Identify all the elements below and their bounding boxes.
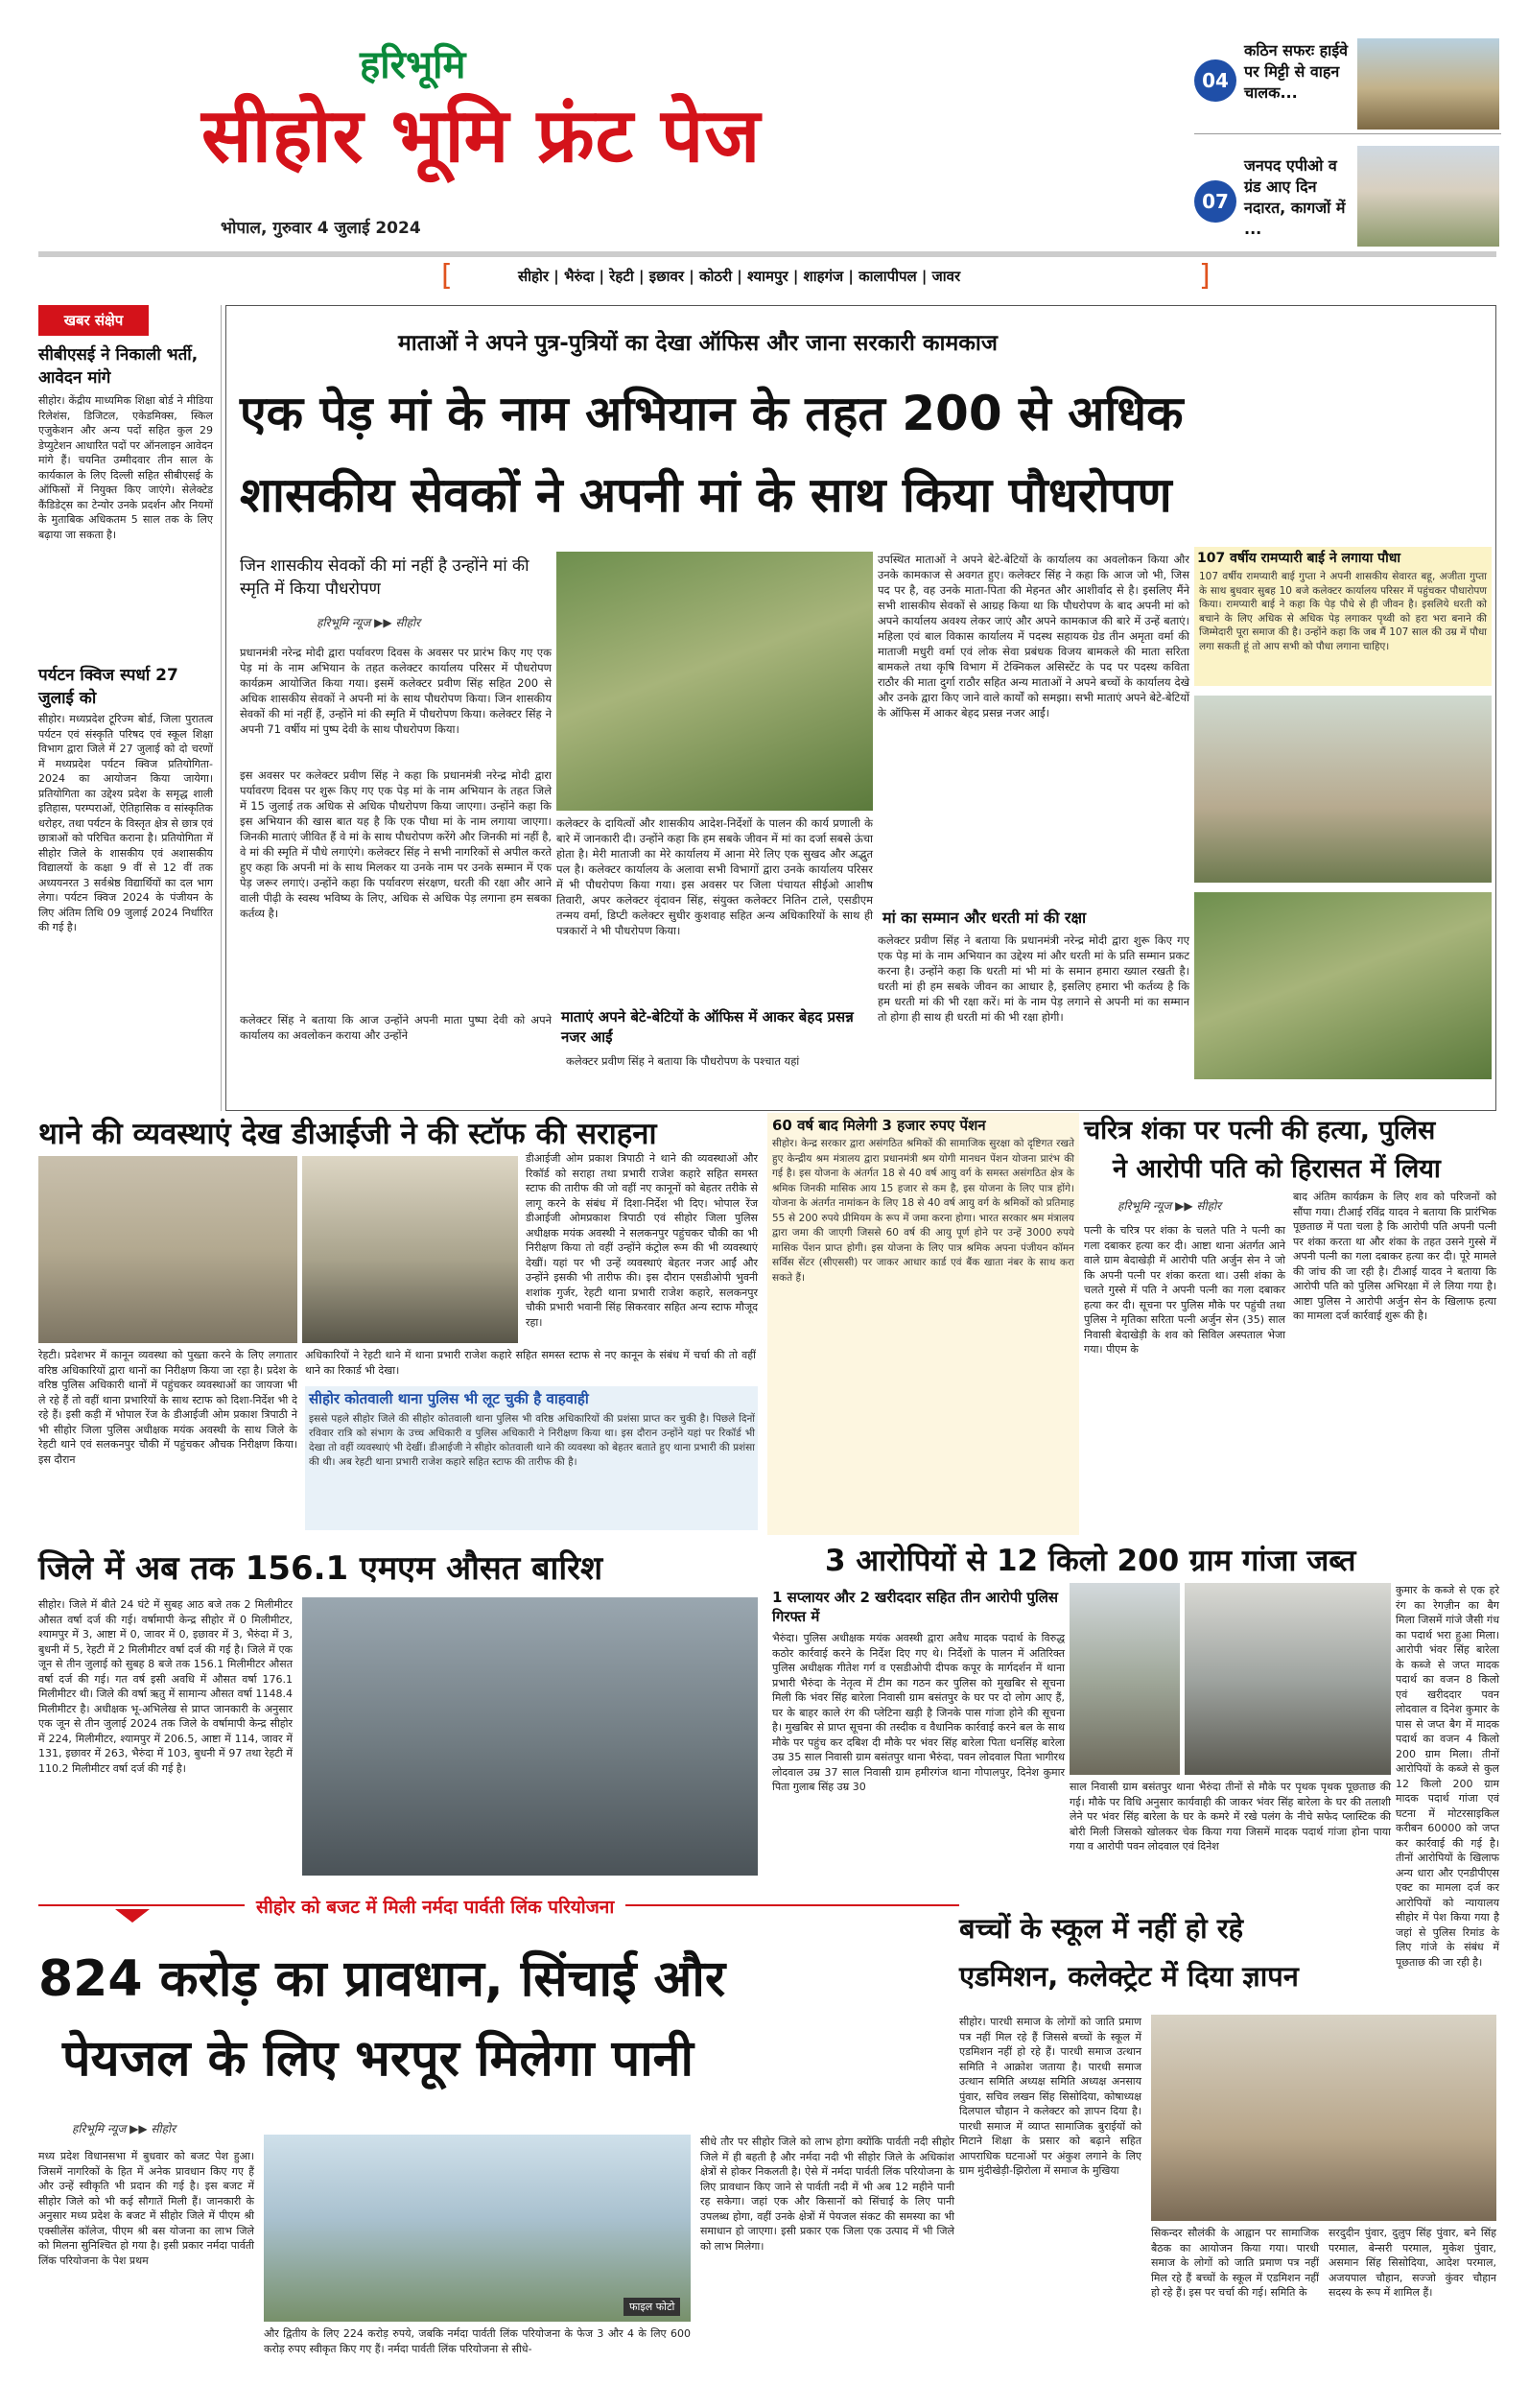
dateline: भोपाल, गुरुवार 4 जुलाई 2024 [221,219,421,238]
nav-link[interactable]: इछावर [648,268,684,285]
lead-subhead-3: मां का सम्मान और धरती मां की रक्षा [882,909,1087,927]
teaser-2-photo [1357,146,1499,247]
side-photo-2 [1194,892,1492,1079]
nav-link[interactable]: सीहोर [518,268,550,285]
budget-headline-2: पेयजल के लिए भरपूर मिलेगा पानी [62,2030,694,2088]
ganja-headline: 3 आरोपियों से 12 किलो 200 ग्राम गांजा जब्त [825,1544,1356,1578]
nav-links: सीहोर | भैरुंदा | रेहटी | इछावर | कोठरी | श्यामपुर | शाहगंज | कालापीपल | जावर [518,268,961,285]
page-title: सीहोर भूमि फ्रंट पेज [201,93,762,179]
school-headline-1: बच्चों के स्कूल में नहीं हो रहे [959,1912,1243,1945]
dig-box-title: सीहोर कोतवाली थाना पुलिस भी लूट चुकी है वाहवाही [309,1390,589,1407]
lead-subhead: जिन शासकीय सेवकों की मां नहीं है उन्होंने मां की स्मृति में किया पौधरोपण [240,556,529,599]
teaser-1[interactable] [1194,38,1501,134]
ganja-text-3: साल निवासी ग्राम बसंतपुर थाना भैरुंदा तीनों से मौके पर पृथक पृथक पूछताछ की गई। मौके पर विधि अनुसार कार्यवाही की जाकर भंवर सिंह बारेला के घर की तलाशी लेने पर भंवर सिंह बारेला के घर के कमरे में रखे पलंग के नीचे सफेद प्लास्टिक की बोरी मिली जिसको खोलकर चेक किया गया जिसमें मादक पदार्थ गांजा होना पाया गया व आरोपी पवन लोदवाल एवं दिनेश [1070,1781,1391,1853]
budget-caption: और द्वितीय के लिए 224 करोड़ रुपये, जबकि नर्मदा पार्वती लिंक परियोजना के फेज 3 और 4 के लिए 600 करोड़ रुपए स्वीकृत किए गए हैं। नर्मदा पार्वती लिंक परियोजना से सीधे- [264,2327,691,2355]
budget-banner: सीहोर को बजट में मिली नर्मदा पार्वती लिंक परियोजना [245,1890,625,1923]
teaser-2-number: 07 [1194,180,1236,223]
dig-text-1: डीआईजी ओम प्रकाश त्रिपाठी ने थाने की व्यवस्थाओं और रिकॉर्ड को सराहा तथा प्रभारी राजेश कहारे सहित समस्त स्टाफ की तारीफ की जो वहीं नए कानूनों को बेहतर तरीके से लागू करने के संबंध में दिशा-निर्देश भी दिए। भोपाल रेंज डीआईजी ओमप्रकाश त्रिपाठी एवं सीहोर जिला पुलिस अधीक्षक मयंक अवस्थी ने सलकनपुर पहुंचकर चौकी का भी निरीक्षण किया तो वहीं उन्होंने कंट्रोल रूम की भी व्यवस्थाएं देखीं। यहां पर भी उन्हें व्यवस्थाएं बेहतर नजर आईं और उन्होंने इसकी भी तारीफ की। इस दौरान एसडीओपी भुवनी शशांक गुर्जर, रेहटी थाना प्रभारी राजेश कहारे, सलकनपुर चौकी प्रभारी भवानी सिंह सिकरवार सहित अन्य स्टाफ मौजूद रहा। [526,1152,758,1329]
murder-text-1: पत्नी के चरित्र पर शंका के चलते पति ने पत्नी का गला दबाकर हत्या कर दी। आष्टा थाना अंतर्गत आने वाले ग्राम बेदाखेड़ी में आरोपी पति अर्जुन सेन ने जो कि अपनी पत्नी पर शंका करता था। उसी शंका के चलते गुस्से में पति ने अपनी पत्नी का गला दबाकर हत्या कर दी। सूचना पर पुलिस मौके पर पहुंची तथा पुलिस ने मृतिका सरिता पत्नी अर्जुन सेन (35) साल निवासी बेदाखेड़ी के शव को सिविल अस्पताल भेजा गया। पीएम के [1084,1224,1285,1356]
sidebar-divider [221,305,222,1111]
nav-link[interactable]: भैरुंदा [563,268,595,285]
ganja-photo-2 [1185,1583,1391,1775]
dig-photo-2 [302,1156,518,1343]
teaser-1-number: 04 [1194,59,1236,102]
ganja-photo-1 [1070,1583,1180,1775]
side-story-title: 107 वर्षीय रामप्यारी बाई ने लगाया पौधा [1197,551,1400,566]
ganja-text-1: भैरुंदा। पुलिस अधीक्षक मयंक अवस्थी द्वारा अवैध मादक पदार्थ के विरुद्ध कठोर कार्रवाई करने के निर्देश दिए गए थे। निर्देशों के पालन में अतिरिक्त पुलिस अधीक्षक गीतेश गर्ग व एसडीओपी दीपक कपूर के मार्गदर्शन में थाना प्रभारी भैरुंदा के नेतृत्व में टीम का गठन कर पुलिस को मुखबिर से सूचना मिली कि भंवर सिंह बारेला निवासी ग्राम बसंतपुर के घर पर दो लोग आए हैं, घर के बाहर काले रंग की प्लेटिना खड़ी है जिनके पास गांजा होने की सूचना है। मुखबिर से प्राप्त सूचना की तस्दीक व वैधानिक कार्रवाई करने बल के साथ मौके पर पहुंच कर दबिश दी मौके पर भंवर सिंह बारेला पिता धनसिंह बारेला उम्र 35 साल निवासी ग्राम बसंतपुर थाना भैरुंदा, पवन लोदवाल पिता भागीरथ लोदवाल उम्र 37 साल निवासी ग्राम हमीरगंज थाना गोपालपुर, दिनेश कुमार पिता गुलाब सिंह उम्र 30 [772,1632,1065,1793]
rain-headline: जिले में अब तक 156.1 एमएम औसत बारिश [38,1549,603,1588]
budget-photo-label: फाइल फोटो [623,2298,680,2316]
teaser-1-text: कठिन सफरः हाईवे पर मिट्टी से वाहन चालक... [1244,41,1349,102]
budget-photo [264,2135,691,2322]
pension-headline: 60 वर्ष बाद मिलेगी 3 हजार रुपए पेंशन [772,1117,986,1134]
school-text-2: सिकन्दर सौलंकी के आह्वान पर सामाजिक बैठक का आयोजन किया गया। पारधी समाज के लोगों को जाति प्रमाण पत्र नहीं मिल रहे हैं बच्चों के स्कूल में एडमिशन नहीं हो रहे हैं। इस पर चर्चा की गई। समिति के [1151,2227,1319,2299]
teaser-2[interactable] [1194,144,1501,249]
ganja-subhead: 1 सप्लायर और 2 खरीददार सहित तीन आरोपी पुलिस गिरफ्त में [772,1589,1059,1625]
nav-link[interactable]: शाहगंज [803,268,844,285]
rain-text: सीहोर। जिले में बीते 24 घंटे में सुबह आठ बजे तक 2 मिलीमीटर औसत वर्षा दर्ज की गई। वर्षामापी केन्द्र सीहोर में 0 मिलीमीटर, श्यामपुर में 3, आष्टा में 0, जावर में 0, इछावर में 3, भैरुंदा में 3, बुधनी में 5, रेहटी में 2 मिलीमीटर वर्षा दर्ज की गई है। जिले में एक जून से तीन जुलाई को सुबह 8 बजे तक 156.1 मिलीमीटर औसत वर्षा दर्ज की गई। गत वर्ष इसी अवधि में औसत वर्षा 176.1 मिलीमीटर थी। जिले की वर्षा ऋतु में सामान्य औसत वर्षा 1148.4 मिलीमीटर है। अधीक्षक भू-अभिलेख से प्राप्त जानकारी के अनुसार एक जून से तीन जुलाई 2024 तक जिले के वर्षामापी केन्द्र सीहोर में 224, मिलीमीटर, श्यामपुर में 206.5, आष्टा में 114, जावर में 131, इछावर में 263, भैरुंदा में 103, बुधनी में 97 तथा रेहटी में 110.2 मिलीमीटर वर्षा दर्ज की गई है। [38,1598,293,1775]
lead-subhead-2: माताएं अपने बेटे-बेटियों के ऑफिस में आकर बेहद प्रसन्न नजर आईं [561,1008,854,1046]
sidebar-item-2-text: सीहोर। मध्यप्रदेश टूरिज्म बोर्ड, जिला पुरातत्व पर्यटन एवं संस्कृति परिषद एवं स्कूल शिक्षा विभाग द्वारा जिले में 27 जुलाई को दो चरणों में मध्यप्रदेश पर्यटन क्विज प्रतियोगिता- 2024 का आयोजन किया जायेगा। प्रतियोगिता का उद्देश्य प्रदेश के समृद्ध शाली इतिहास, परम्पराओं, ऐतिहासिक व सांस्कृतिक धरोहर, तथा पर्यटन के विस्तृत क्षेत्र से छात्र एवं छात्राओं को परिचित कराना है। प्रतियोगिता में सीहोर जिले के शासकीय एवं अशासकीय विद्यालयों के कक्षा 9 वीं से 12 वीं तक अध्ययनरत 3 सर्वश्रेष्ठ विद्यार्थियों का दल भाग लेगा। पर्यटन क्विज 2024 के पंजीयन के लिए अंतिम तिथि 09 जुलाई 2024 निर्धारित की गई है। [38,713,213,933]
murder-text-2: बाद अंतिम कार्यक्रम के लिए शव को परिजनों को सौंपा गया। टीआई रविंद्र यादव ने बताया कि प्रारंभिक पूछताछ में पता चला है कि आरोपी पति अपनी पत्नी पर शंका करता था और शंका के तहत उसने गुस्से में अपनी पत्नी का गला दबाकर हत्या कर दी। पूरे मामले की जांच की जा रही है। टीआई यादव ने बताया कि आरोपी पति को पुलिस अभिरक्षा में ले लिया गया है। आष्टा पुलिस ने आरोपी अर्जुन सेन के खिलाफ हत्या का मामला दर्ज कार्रवाई शुरू की है। [1293,1191,1496,1322]
lead-col1b: इस अवसर पर कलेक्टर प्रवीण सिंह ने कहा कि प्रधानमंत्री नरेन्द्र मोदी द्वारा पर्यावरण दिवस पर शुरू किए गए एक पेड़ मां के नाम अभियान के तहत जिले में 15 जुलाई तक अधिक से अधिक पौधरोपण किया जाएगा। उन्होंने कहा कि इस अभियान की खास बात यह है कि एक पौधा मां के नाम लगाया जाएगा। जिनकी माताएं जीवित हैं वे मां के साथ पौधरोपण करेंगे और जिनकी मां नहीं है, वे मां की स्मृति में पौधे लगाएंगे। कलेक्टर सिंह ने सभी नागरिकों से अपील करते हुए कहा कि अपनी मां के साथ मिलकर या उनके नाम पर उनके सम्मान में एक पेड़ जरूर लगाएं। उन्होंने कहा कि पर्यावरण संरक्षण, धरती की रक्षा और आने वाली पीढ़ी के स्वस्थ भविष्य के लिए, अधिक से अधिक पेड़ लगाना हम सबका कर्तव्य है। [240,768,552,920]
lead-photo-main [556,552,873,811]
teaser-1-photo [1357,38,1499,130]
brand-logo: हरिभूमि [360,43,466,87]
nav-link[interactable]: जावर [931,268,961,285]
school-photo [1151,2015,1496,2221]
dig-text-2: रेहटी। प्रदेशभर में कानून व्यवस्था को पुख्ता करने के लिए लगातार वरिष्ठ अधिकारियों द्वारा थानों का निरीक्षण किया जा रहा है। प्रदेश के वरिष्ठ पुलिस अधिकारी थानों में पहुंचकर व्यवस्थाओं का जायजा भी ले रहे हैं तो वहीं थाना प्रभारियों के साथ स्टाफ को दिशा-निर्देश भी दे रहे हैं। इसी कड़ी में भोपाल रेंज के डीआईजी ओम प्रकाश त्रिपाठी ने भी सीहोर जिला पुलिस अधीक्षक मयंक अवस्थी के साथ जिले के रेहटी थाने एवं सलकनपुर चौकी में पहुंचकर औचक निरीक्षण किया। इस दौरान [38,1349,297,1466]
murder-byline: हरिभूमि न्यूज ▶▶ सीहोर [1117,1199,1222,1213]
school-headline-2: एडमिशन, कलेक्ट्रेट में दिया ज्ञापन [959,1960,1299,1993]
pension-text: सीहोर। केन्द्र सरकार द्वारा असंगठित श्रमिकों की सामाजिक सुरक्षा को दृष्टिगत रखते हुए केन्द्रीय श्रम मंत्रालय द्वारा प्रधानमंत्री श्रम योगी मानधन पेंशन योजना प्रारंभ की गई है। इस योजना के अंतर्गत 18 से 40 वर्ष आयु वर्ग के समस्त असंगठित क्षेत्र के श्रमिक जिनकी मासिक आय 15 हजार से कम है, इस योजना के लिए पात्र होंगे। योजना के अंतर्गत नामांकन के लिए 18 से 40 वर्ष आयु वर्ग के श्रमिकों को प्रतिमाह 55 से 200 रुपये प्रीमियम के रूप में जमा करना होगा। भारत सरकार श्रम मंत्रालय द्वारा जमा की जाएगी जिससे 60 वर्ष की आयु पूर्ण होने पर उन्हें 3000 रुपये मासिक पेंशन प्राप्त होगी। इस योजना के लिए पात्र श्रमिक अपना पंजीयन कॉमन सर्विस सेंटर (सीएससी) पर जाकर आधार कार्ड एवं बैंक खाता नंबर के साथ करा सकते हैं। [772,1138,1074,1284]
sidebar-item-1-title: सीबीएसई ने निकाली भर्ती, आवेदन मांगे [38,345,199,388]
budget-text-1: मध्य प्रदेश विधानसभा में बुधवार को बजट पेश हुआ। जिसमें नागरिकों के हित में अनेक प्रावधान किए गए हैं और उन्हें स्वीकृति भी प्रदान की गई है। इस बजट में सीहोर जिले को भी कई सौगातें मिली हैं। जानकारी के अनुसार मध्य प्रदेश के बजट में सीहोर जिले में पीएम श्री एक्सीलेंस कॉलेज, पीएम श्री बस योजना का लाभ जिले को मिलना सुनिश्चित हो गया है। इसी प्रकार नर्मदा पार्वती लिंक परियोजना के पेश प्रथम [38,2150,254,2267]
nav-link[interactable]: श्यामपुर [747,268,788,285]
sidebar-item-2-title: पर्यटन क्विज स्पर्धा 27 जुलाई को [38,666,178,708]
lead-col2-tail: कलेक्टर प्रवीण सिंह ने बताया कि पौधरोपण के पश्चात यहां [566,1054,800,1068]
nav-link[interactable]: रेहटी [609,268,634,285]
school-text-1: सीहोर। पारधी समाज के लोगों को जाति प्रमाण पत्र नहीं मिल रहे हैं जिससे बच्चों के स्कूल में एडमिशन नहीं हो रहे हैं। पारधी समाज उत्थान समिति ने आक्रोश जताया है। पारधी समाज उत्थान समिति अध्यक्ष समिति अध्यक्ष अनसाय पुंवार, सचिव लखन सिंह सिसोदिया, कोषाध्यक्ष दिलपाल चौहान ने कलेक्टर को ज्ञापन दिया है। पारधी समाज में व्याप्त सामाजिक बुराईयों को मिटाने शिक्षा के प्रसार को बढ़ाने सहित आपराधिक घटनाओं पर अंकुश लगाने के लिए ग्राम मुंदीखेड़ी-झिरोला में समाज के मुखिया [959,2016,1141,2177]
lead-col3a: उपस्थित माताओं ने अपने बेटे-बेटियों के कार्यालय का अवलोकन किया और उनके कामकाज से अवगत हुए। कलेक्टर सिंह ने कहा कि आज जो भी, जिस पद पर है, वह उनके माता-पिता की मेहनत और आशीर्वाद से है। इसलिए मैंने सभी शासकीय सेवकों से आग्रह किया था कि पौधरोपण के बाद अपनी मां को अपने कार्यालय अवश्य लेकर जाएं और अपने कामकाज की बारे में उन्हें बताएं। महिला एवं बाल विकास कार्यालय में पदस्थ सहायक ग्रेड तीन अमृता वर्मा की माताजी मधुरी वर्मा एवं लोक सेवा प्रबंधक विजय बामकले की माता सरिता बामकले तथा कृषि विभाग में टेक्निकल असिस्टेंट के पद पर पदस्थ कविता राठौर की माता दुर्गा राठौर सहित अन्य माताओं ने अपने बच्चों के कार्यालय देखे और उनके द्वारा किए जाने वाले कार्यों को समझा। सभी माताएं अपने बेटे-बेटियों के ऑफिस में आकर बेहद प्रसन्न नजर आईं। [878,553,1189,720]
budget-headline-1: 824 करोड़ का प्रावधान, सिंचाई और [38,1950,726,2008]
side-story-text: 107 वर्षीय रामप्यारी बाई गुप्ता ने अपनी शासकीय सेवारत बहू, अजीता गुप्ता के साथ बुधवार सुबह 10 बजे कलेक्टर कार्यालय परिसर में पहुंचकर पौधारोपण किया। रामप्यारी बाई ने कहा कि पेड़ पौधे से ही जीवन है। इसलिये धरती को बचाने के लिए अधिक से अधिक पेड़ लगाकर पृथ्वी को हरा भरा बनाने की जिम्मेदारी पूरा समाज की है। उन्होंने कहा कि जब मैं 107 साल की उम्र में पौधा लगा सकती हूं तो आप सभी को पौधा लगाना चाहिए। [1199,571,1487,652]
lead-headline-1: एक पेड़ मां के नाम अभियान के तहत 200 से अधिक [240,386,1184,441]
budget-text-2: सीधे तौर पर सीहोर जिले को लाभ होगा क्योंकि पार्वती नदी सीहोर जिले में ही बहती है और नर्मदा नदी भी सीहोर जिले के अधिकांश क्षेत्रों से होकर निकलती है। ऐसे में नर्मदा पार्वती लिंक परियोजना के लिए प्रावधान किए जाने से पार्वती नदी में भी अब 12 महीने पानी रह सकेगा। जहां एक और किसानों को सिंचाई के लिए पानी उपलब्ध होगा, वहीं उनके क्षेत्रों में पेयजल संकट की समस्या का भी समाधान हो जाएगा। इसी प्रकार एक जिला एक उत्पाद में भी जिले को लाभ मिलेगा। [700,2136,954,2253]
nav-link[interactable]: कालापीपल [859,268,917,285]
dig-headline: थाने की व्यवस्थाएं देख डीआईजी ने की स्टॉफ की सराहना [38,1117,657,1151]
lead-col1c: कलेक्टर सिंह ने बताया कि आज उन्होंने अपनी माता पुष्पा देवी को अपने कार्यालय का अवलोकन कराया और उन्होंने [240,1013,552,1042]
nav-bracket-left: [ [441,259,453,293]
lead-col3b: कलेक्टर प्रवीण सिंह ने बताया कि प्रधानमंत्री नरेन्द्र मोदी द्वारा शुरू किए गए एक पेड़ मां के नाम अभियान का उद्देश्य मां और धरती मां के प्रति सम्मान प्रकट करना है। उन्होंने कहा कि धरती मां भी मां के समान हमारा ख्याल रखती है। धरती मां ही हम सबके जीवन का आधार है, इसलिए हमारा भी कर्तव्य है कि हम धरती मां की भी रक्षा करें। मां के नाम पेड़ लगाने से अपनी मां का सम्मान तो होगा ही साथ ही धरती मां की भी रक्षा होगी। [878,933,1189,1024]
nav-bracket-right: ] [1199,259,1211,293]
murder-headline-1: चरित्र शंका पर पत्नी की हत्या, पुलिस [1084,1116,1436,1145]
budget-chevron [115,1909,150,1923]
ganja-text-2: कुमार के कब्जे से एक हरे रंग का रेगज़ीन का बैग मिला जिसमें गांजे जैसी गंध का पदार्थ भरा हुआ मिला। आरोपी भंवर सिंह बारेला के कब्जे से जप्त मादक पदार्थ का वजन 8 किलो एवं खरीददार पवन लोदवाल व दिनेश कुमार के पास से जप्त बैग में मादक पदार्थ का वजन 4 किलो 200 ग्राम मिला। तीनों आरोपियों के कब्जे से कुल 12 किलो 200 ग्राम मादक पदार्थ गांजा एवं घटना में मोटरसाइकिल करीबन 60000 को जप्त कर कार्रवाई की गई है। तीनों आरोपियों के खिलाफ अन्य धारा और एनडीपीएस एक्ट का मामला दर्ज कर आरोपियों को न्यायालय सीहोर में पेश किया गया है जहां से पुलिस रिमांड के लिए गांजे के संबंध में पूछताछ की जा रही है। [1396,1584,1499,1969]
nav-link[interactable]: कोठरी [698,268,733,285]
lead-byline: हरिभूमि न्यूज ▶▶ सीहोर [317,616,421,629]
dig-photo-1 [38,1156,297,1343]
lead-headline-2: शासकीय सेवकों ने अपनी मां के साथ किया पौधरोपण [240,467,1172,523]
school-text-3: सरदुदीन पुंवार, दुलुप सिंह पुंवार, बने सिंह परमाल, बेन्सरी परमाल, मुकेश पुंवार, असमान सिंह सिसोदिया, आदेश परमाल, अजयपाल चौहान, सज्जो कुंवर चौहान सदस्य के रूप में शामिल हैं। [1329,2227,1496,2299]
murder-headline-2: ने आरोपी पति को हिरासत में लिया [1113,1154,1441,1184]
sidebar-item-1-text: सीहोर। केंद्रीय माध्यमिक शिक्षा बोर्ड ने मीडिया रिलेशंस, डिजिटल, एकेडमिक्स, स्किल एजुकेशन और अन्य पदों सहित कुल 29 डेप्युटेशन आधारित पदों पर ऑनलाइन आवेदन मांगे हैं। चयनित उम्मीदवार तीन साल के कार्यकाल के लिए दिल्ली सहित सीबीएसई के ऑफिसों में नियुक्त किए जाएंगे। सेलेक्टेड कैंडिडेट्स का टेन्योर उनके प्रदर्शन और नियमों के मुताबिक अधिकतम 5 साल तक के लिए बढ़ाया जा सकता है। [38,394,213,541]
lead-photo-caption: कलेक्टर के दायित्वों और शासकीय आदेश-निर्देशों के पालन की कार्य प्रणाली के बारे में जानकारी दी। उन्होंने कहा कि हम सबके जीवन में मां का दर्जा सबसे ऊंचा होता है। मेरी माताजी का मेरे कार्यालय में आना मेरे लिए एक सुखद और अद्भुत पल है। कलेक्टर कार्यालय के अलावा सभी विभागों द्वारा उनके कार्यालय परिसर में भी पौधरोपण किया गया। इस अवसर पर जिला पंचायत सीईओ आशीष तिवारी, अपर कलेक्टर वृंदावन सिंह, संयुक्त कलेक्टर नितिन टाले, एसडीएम तन्मय वर्मा, डिप्टी कलेक्टर सुधीर कुशवाह सहित अन्य अधिकारियों के साथ ही पत्रकारों ने भी पौधरोपण किया। [556,816,873,937]
rain-photo [302,1597,758,1876]
teaser-2-text: जनपद एपीओ व ग्रंड आए दिन नदारत, कागजों में ... [1244,156,1346,238]
lead-kicker: माताओं ने अपने पुत्र-पुत्रियों का देखा ऑफिस और जाना सरकारी कामकाज [398,331,998,356]
nav-bar [38,251,1496,293]
lead-col1a: प्रधानमंत्री नरेन्द्र मोदी द्वारा पर्यावरण दिवस के अवसर पर प्रारंभ किए गए एक पेड़ मां के नाम अभियान के तहत कलेक्टर कार्यालय परिसर में पौधरोपण कार्यक्रम आयोजित किया गया। इसमें कलेक्टर प्रवीण सिंह सहित 200 से अधिक शासकीय सेवकों ने अपनी मां के साथ पौधरोपण किया। जिन शासकीय सेवकों की मां नहीं हैं, उन्होंने मां की स्मृति में पौधरोपण किया। कलेक्टर सिंह ने अपनी 71 वर्षीय मां पुष्प देवी के साथ पौधरोपण किया। [240,646,552,736]
sidebar-label: खबर संक्षेप [38,305,149,336]
dig-box-text: इससे पहले सीहोर जिले की सीहोर कोतवाली थाना पुलिस भी वरिष्ठ अधिकारियों की प्रशंसा प्राप्त कर चुकी है। पिछले दिनों रविवार रात्रि को संभाग के उच्च अधिकारी व पुलिस अधिकारी ने निरीक्षण किया था। इस दौरान उन्होंने यहां पर रिकॉर्ड भी देखा तो वहीं व्यवस्थाएं भी देखीं। डीआईजी ने सीहोर कोतवाली थाने की व्यवस्था को बेहतर बताते हुए थाना प्रभारी की प्रशंसा की थी। अब रेहटी थाना प्रभारी राजेश कहारे सहित स्टाफ की तारीफ की है। [309,1413,755,1468]
side-photo-1 [1194,696,1492,883]
budget-byline: हरिभूमि न्यूज ▶▶ सीहोर [72,2122,176,2136]
dig-text-3: अधिकारियों ने रेहटी थाने में थाना प्रभारी राजेश कहारे सहित समस्त स्टाफ से नए कानून के संबंध में चर्चा की तो वहीं थाने का रिकार्ड भी देखा। [305,1349,756,1377]
